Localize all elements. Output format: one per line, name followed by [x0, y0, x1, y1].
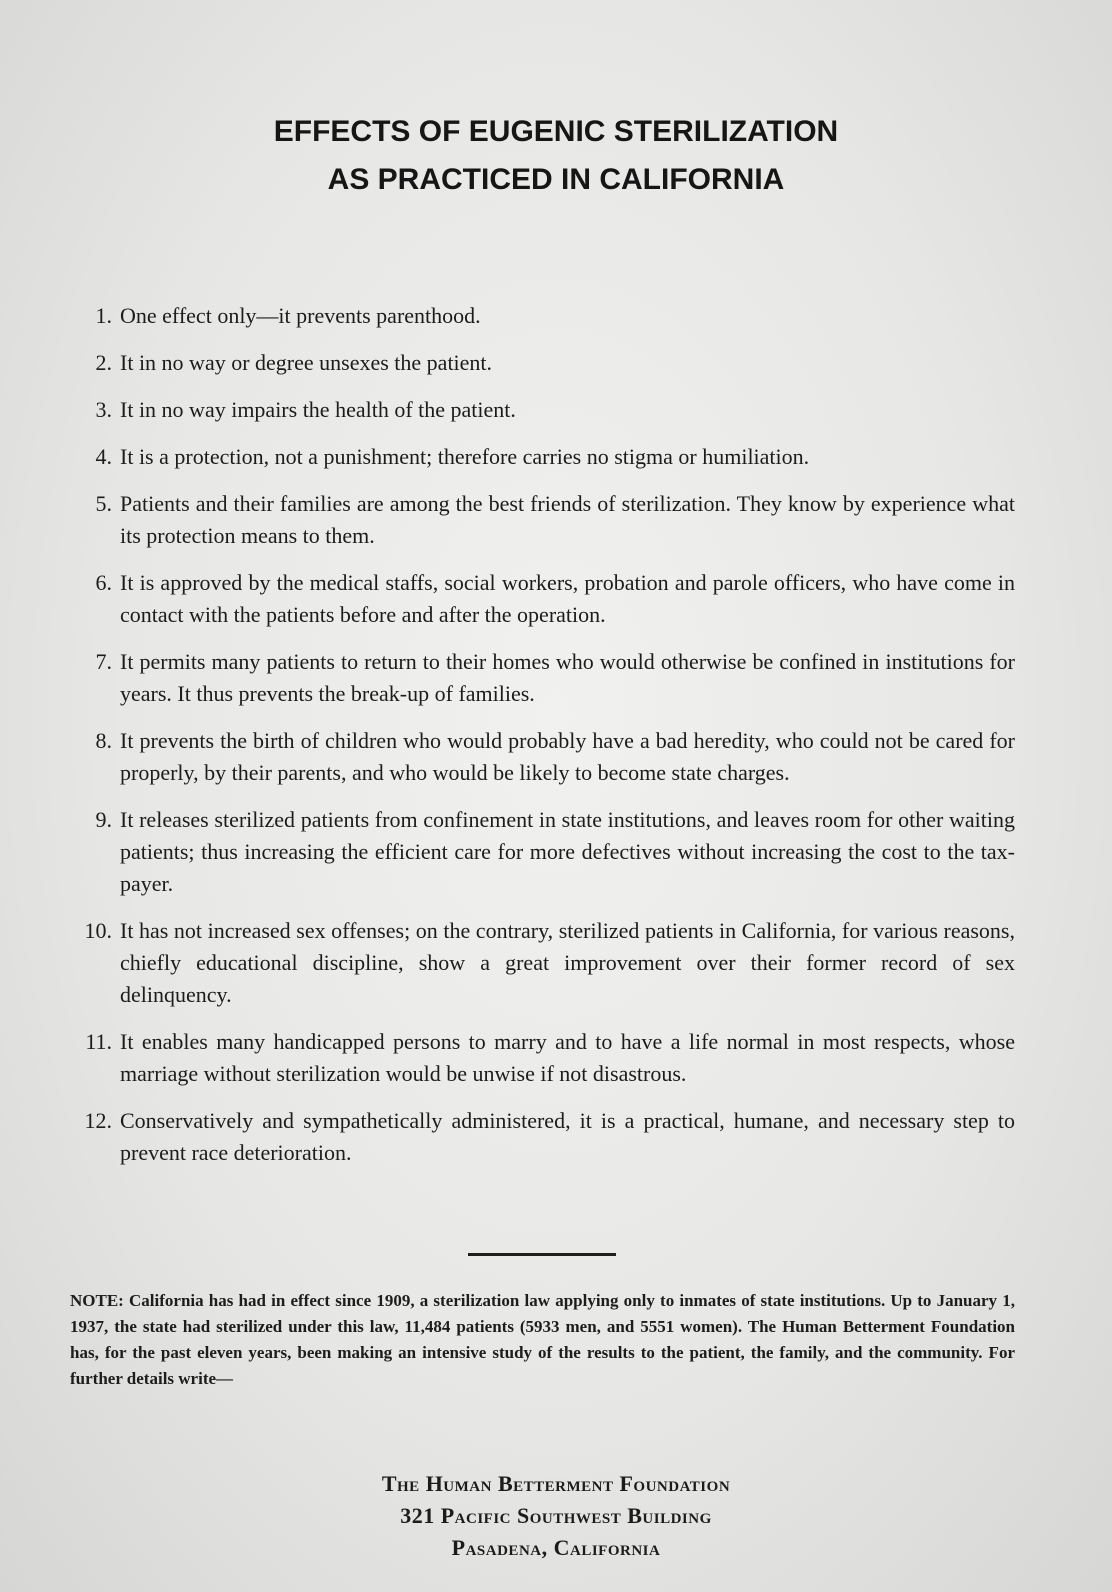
item-text: Conservatively and sympathetically administered, it is a practical, humane, and necessary step to prevent race deterioration.: [120, 1108, 1015, 1165]
list-item: [70, 725, 1015, 789]
item-text: It enables many handicapped persons to marry and to have a life normal in most respects, whose marriage without sterilization would be unwise if not disastrous.: [120, 1029, 1015, 1086]
item-text: It is a protection, not a punishment; therefore carries no stigma or humiliation.: [120, 444, 810, 469]
publisher-address: [0, 1468, 1112, 1564]
item-text: It is approved by the medical staffs, social workers, probation and parole officers, who have come in contact with the patients before and after the operation.: [120, 570, 1015, 627]
title-line-2: AS PRACTICED IN CALIFORNIA: [327, 163, 785, 196]
list-item: [70, 394, 1015, 426]
title-line-1: EFFECTS OF EUGENIC STERILIZATION: [273, 115, 839, 148]
item-number: 6.: [95, 570, 112, 595]
item-text: It has not increased sex offenses; on the contrary, sterilized patients in California, for various reasons, chiefly educational discipline, show a great improvement over their former record of sex delinquency.: [120, 918, 1015, 1007]
effects-list: [70, 300, 1015, 1184]
item-text: Patients and their families are among the best friends of sterilization. They know by experience what its protection means to them.: [120, 491, 1015, 548]
list-item: [70, 1105, 1015, 1169]
item-text: It in no way impairs the health of the patient.: [120, 397, 516, 422]
list-item: [70, 300, 1015, 332]
item-text: It prevents the birth of children who would probably have a bad heredity, who could not be cared for properly, by their parents, and who would be likely to become state charges.: [120, 728, 1015, 785]
footnote: NOTE: California has had in effect since 1909, a sterilization law applying only to inmates of state institutions. Up to January 1, 1937, the state had sterilized under this law, 11,484 patients (5933 men, and 5551 women). The Human Betterment Foundation has, for the past eleven years, been making an intensive study of the results to the patient, the family, and the community. For further details write—: [70, 1291, 1015, 1388]
list-item: [70, 567, 1015, 631]
item-number: 4.: [95, 444, 112, 469]
list-item: [70, 915, 1015, 1011]
publisher-city: Pasadena, California: [451, 1535, 661, 1560]
item-number: 3.: [95, 397, 112, 422]
item-text: It releases sterilized patients from confinement in state institutions, and leaves room for other waiting patients; thus increasing the efficient care for more defectives without increasing the cost to the tax-payer.: [120, 807, 1015, 896]
item-number: 11.: [85, 1029, 112, 1054]
list-item: [70, 646, 1015, 710]
item-number: 7.: [95, 649, 112, 674]
list-item: [70, 347, 1015, 379]
item-number: 9.: [95, 807, 112, 832]
item-number: 12.: [84, 1108, 112, 1133]
item-number: 10.: [84, 918, 112, 943]
list-item: [70, 488, 1015, 552]
item-number: 8.: [95, 728, 112, 753]
item-text: One effect only—it prevents parenthood.: [120, 303, 481, 328]
list-item: [70, 1026, 1015, 1090]
publisher-street: 321 Pacific Southwest Building: [400, 1503, 712, 1528]
item-text: It in no way or degree unsexes the patient.: [120, 350, 493, 375]
item-number: 2.: [95, 350, 112, 375]
item-number: 1.: [95, 303, 112, 328]
section-divider: [468, 1253, 616, 1256]
item-text: It permits many patients to return to their homes who would otherwise be confined in institutions for years. It thus prevents the break-up of families.: [120, 649, 1015, 706]
list-item: [70, 441, 1015, 473]
item-number: 5.: [95, 491, 112, 516]
document-title: [0, 108, 1112, 204]
publisher-name: The Human Betterment Foundation: [381, 1471, 731, 1496]
list-item: [70, 804, 1015, 900]
